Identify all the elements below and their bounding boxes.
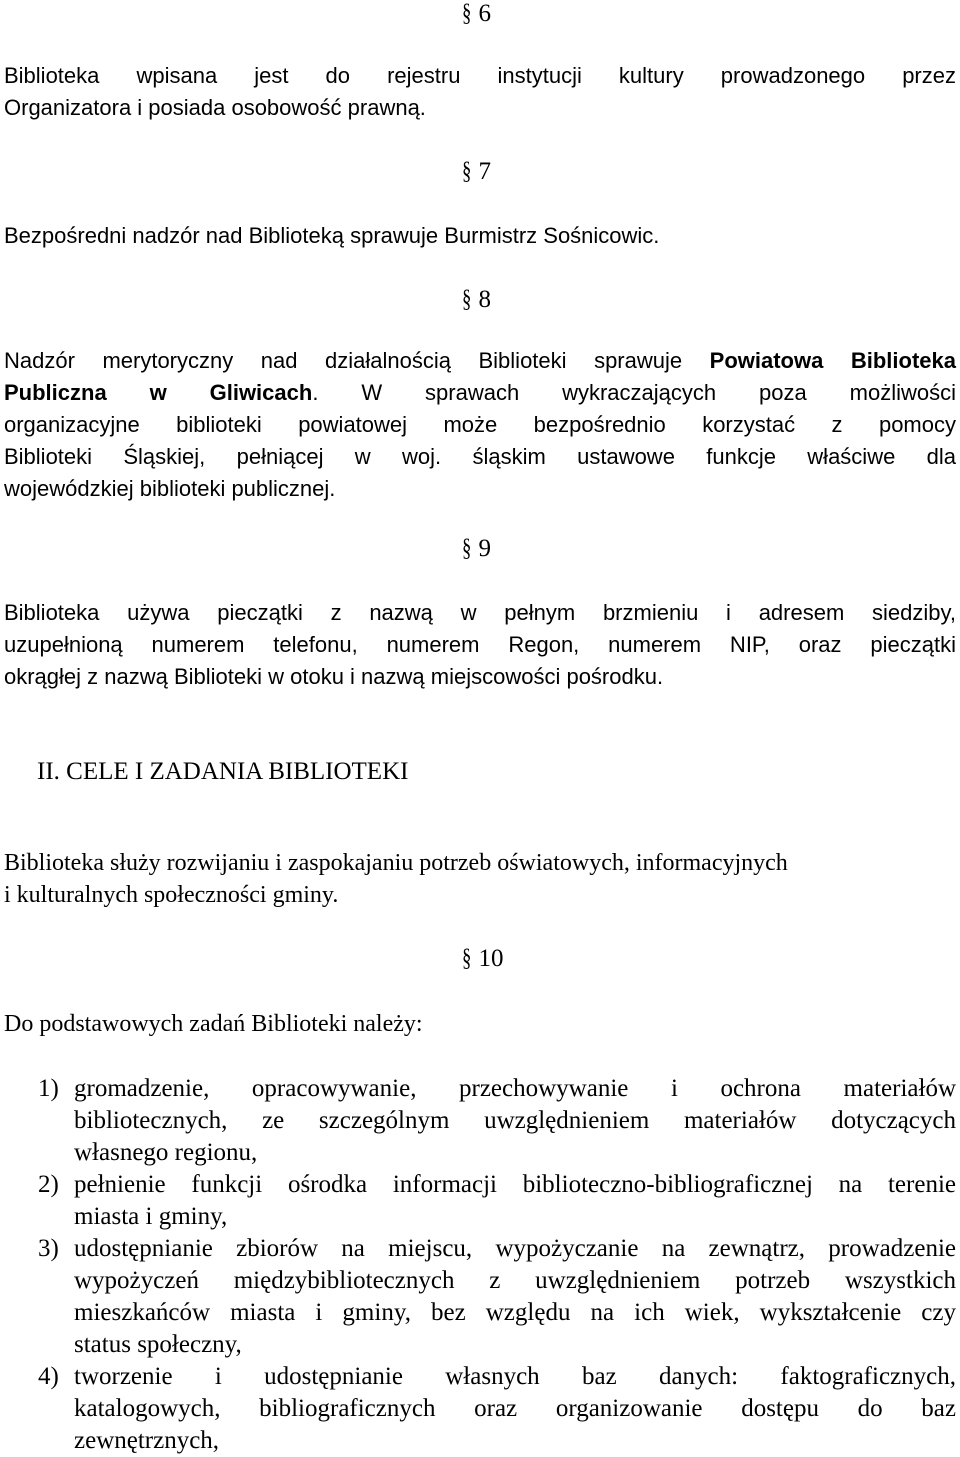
emphasis-text: Powiatowa Biblioteka [709,348,956,373]
text-line: bibliotecznych, ze szczególnym uwzględnieniem materiałów dotyczących [74,1107,956,1134]
text-line: uzupełnioną numerem telefonu, numerem Regon, numerem NIP, oraz pieczątki [4,632,956,657]
text-line: katalogowych, bibliograficznych oraz organizowanie dostępu do baz [74,1395,956,1422]
section-6-heading [462,0,491,30]
text-line [4,345,956,377]
list-item-text [74,1169,956,1233]
text-line: Biblioteki Śląskiej, pełniącej w woj. śląskim ustawowe funkcje właściwe dla [4,444,956,469]
text-line: mieszkańców miasta i gminy, bez względu na ich wiek, wykształcenie czy [74,1299,956,1326]
section-10-heading [462,943,504,975]
paragraph-8 [4,345,956,505]
text-line: tworzenie i udostępnianie własnych baz danych: faktograficznych, [74,1363,956,1390]
section-number: 9 [478,535,491,562]
section-number: 7 [478,158,491,185]
paragraph-9 [4,597,956,693]
text-line: Organizatora i posiada osobowość prawną. [4,95,426,120]
text-line: zewnętrznych, [74,1427,220,1454]
section-8-heading [462,284,491,316]
list-item-number: 3) [38,1235,59,1262]
text-line: Biblioteka wpisana jest do rejestru instytucji kultury prowadzonego przez [4,63,956,88]
text-line: gromadzenie, opracowywanie, przechowywanie i ochrona materiałów [74,1075,956,1102]
emphasis-text: Publiczna w Gliwicach [4,380,313,405]
text-line [4,377,956,409]
text-line: i kulturalnych społeczności gminy. [4,882,339,908]
text-line: wojewódzkiej biblioteki publicznej. [4,476,336,501]
section-mark: § [462,0,472,27]
list-item [0,1169,956,1233]
section-number: 8 [478,286,491,313]
section-mark: § [462,158,472,185]
text-line: organizacyjne biblioteki powiatowej może bezpośrednio korzystać z pomocy [4,412,956,437]
text-line: udostępnianie zbiorów na miejscu, wypożyczanie na zewnątrz, prowadzenie [74,1235,956,1262]
tasks-list [0,1073,956,1457]
list-item-text [74,1361,956,1457]
paragraph-7 [4,220,956,252]
section-mark: § [462,286,472,313]
list-item-number: 2) [38,1171,59,1198]
list-item-text [74,1073,956,1169]
text-line: Bezpośredni nadzór nad Biblioteką sprawuje Burmistrz Sośnicowic. [4,223,660,248]
list-item-number: 4) [38,1363,59,1390]
text-line: własnego regionu, [74,1139,258,1166]
list-item-number: 1) [38,1075,59,1102]
paragraph-6 [4,60,956,124]
chapter-title: II. CELE I ZADANIA BIBLIOTEKI [37,758,409,785]
text-line: Biblioteka używa pieczątki z nazwą w pełnym brzmieniu i adresem siedziby, [4,600,956,625]
section-number: 10 [478,945,504,972]
text-segment: . W sprawach wykraczających poza możliwości [312,380,956,405]
text-line: miasta i gminy, [74,1203,228,1230]
purpose-paragraph [4,847,956,911]
list-item [0,1361,956,1457]
section-7-heading [462,156,491,188]
section-mark: § [462,945,472,972]
text-line: status społeczny, [74,1331,242,1358]
text-line: okrągłej z nazwą Biblioteki w otoku i nazwą miejscowości pośrodku. [4,664,664,689]
text-segment: Nadzór merytoryczny nad działalnością Biblioteki sprawuje [4,348,710,373]
section-9-heading [462,533,491,565]
list-item [0,1073,956,1169]
tasks-intro: Do podstawowych zadań Biblioteki należy: [4,1011,423,1037]
list-item [0,1233,956,1361]
section-mark: § [462,535,472,562]
list-item-text [74,1233,956,1361]
text-line: pełnienie funkcji ośrodka informacji biblioteczno-bibliograficznej na terenie [74,1171,956,1198]
text-line: wypożyczeń międzybibliotecznych z uwzględnieniem potrzeb wszystkich [74,1267,956,1294]
text-line: Biblioteka służy rozwijaniu i zaspokajaniu potrzeb oświatowych, informacyjnych [4,850,788,876]
section-number: 6 [478,0,491,27]
